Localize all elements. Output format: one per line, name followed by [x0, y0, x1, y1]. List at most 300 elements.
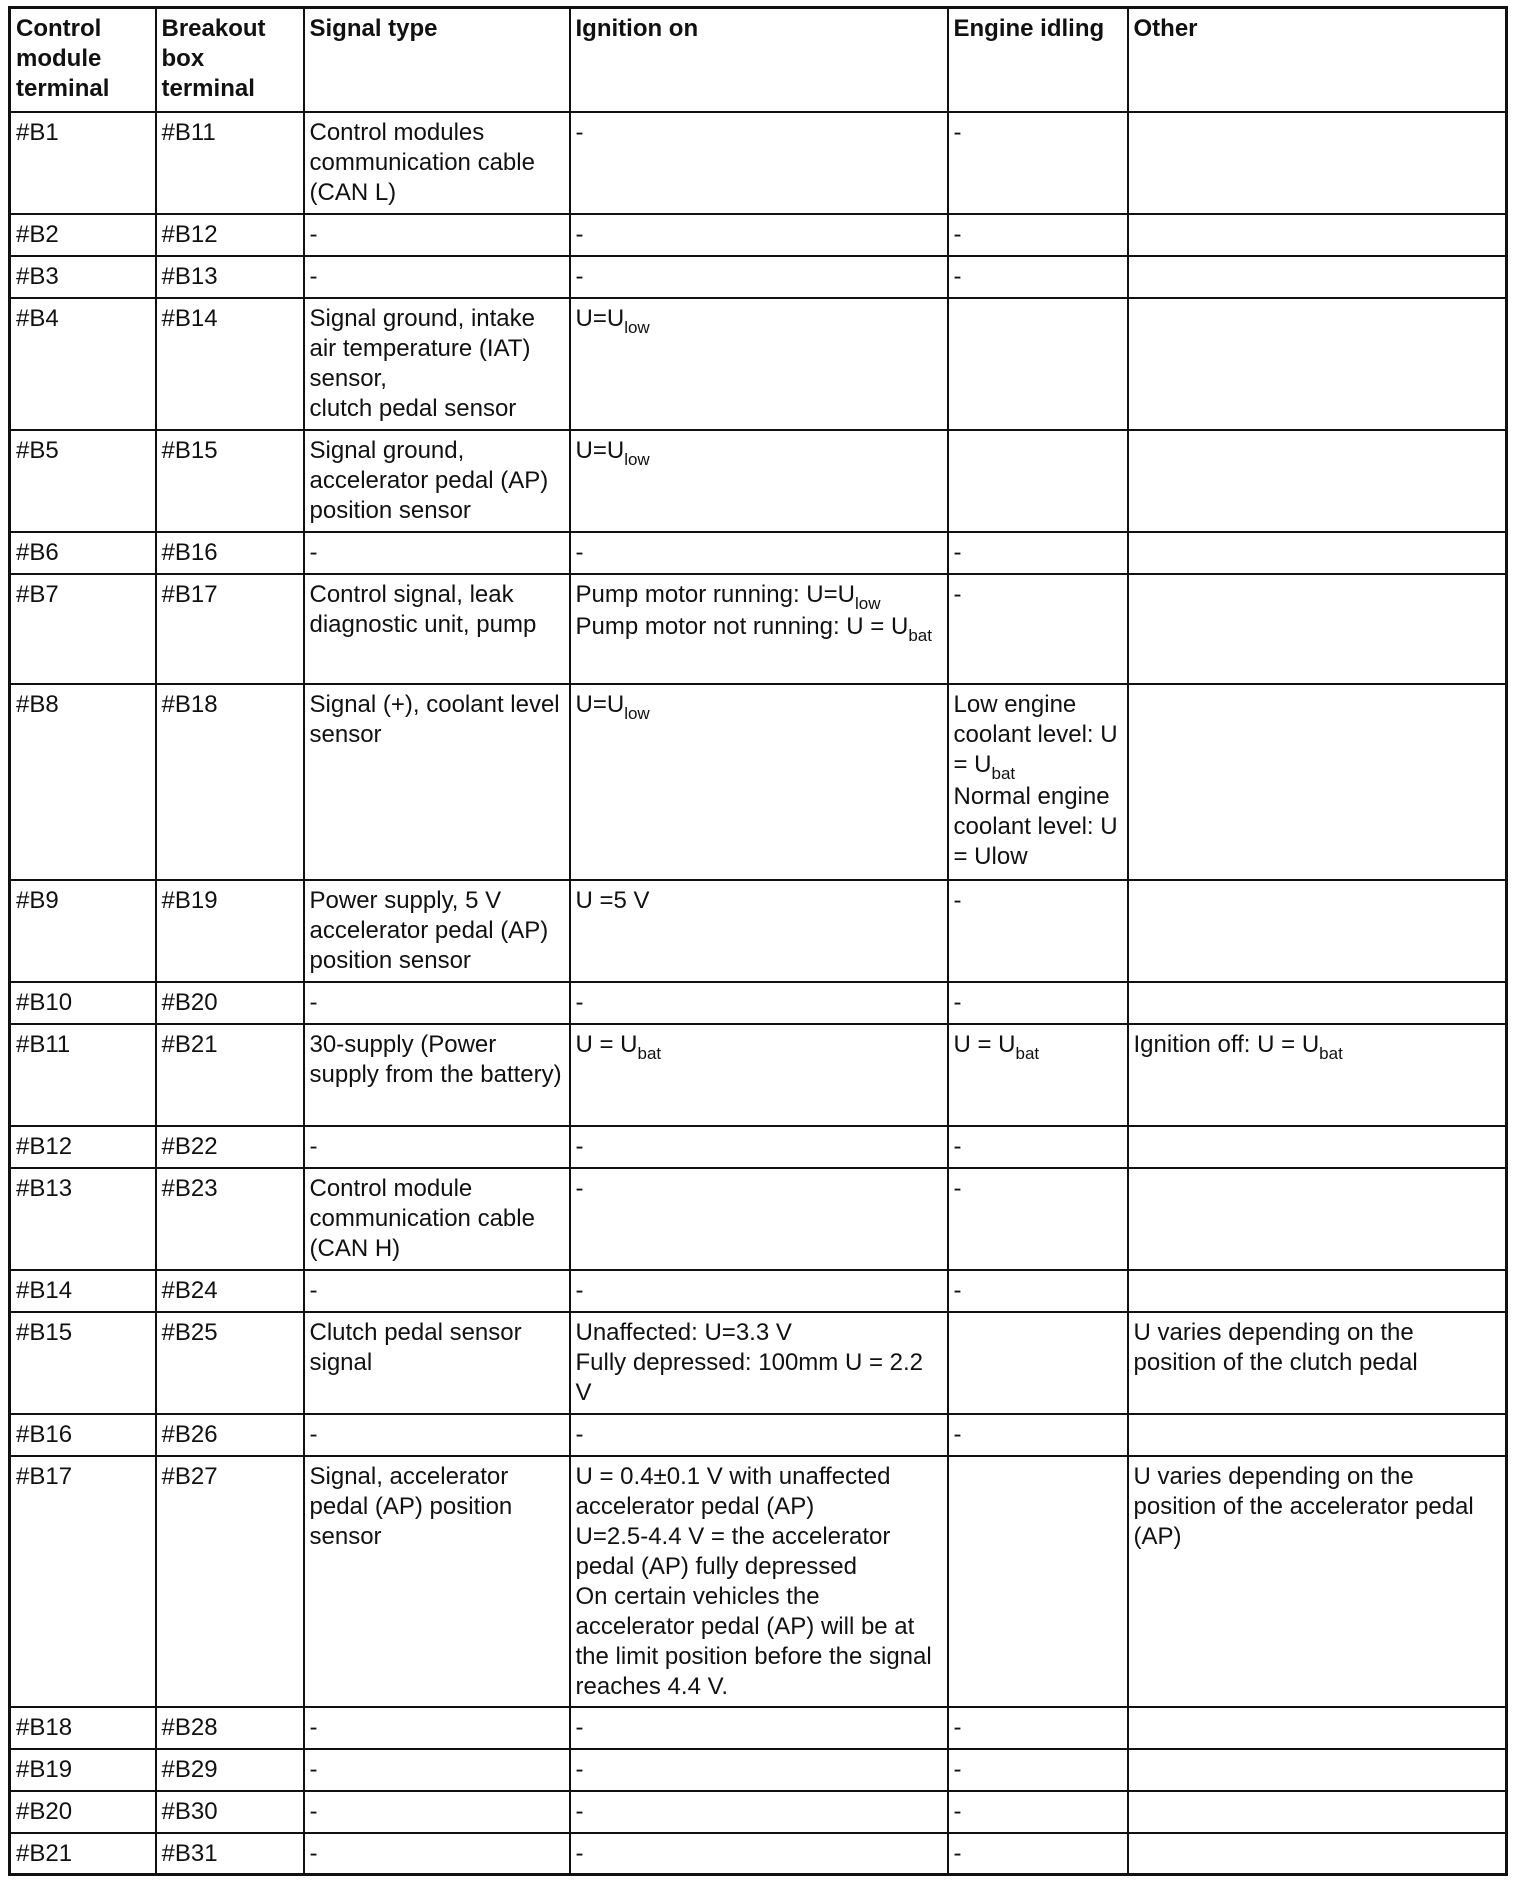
cell-other [1128, 532, 1507, 574]
cell-control-module-terminal-text: #B9 [16, 886, 59, 914]
cell-breakout-box-terminal [156, 112, 304, 214]
cell-engine-idling [948, 1168, 1128, 1270]
cell-signal-type [304, 532, 570, 574]
cell-signal-type-text: 30-supply (Power supply from the battery) [309, 1030, 562, 1088]
cell-breakout-box-terminal [156, 1168, 304, 1270]
terminal-table [8, 6, 1508, 1876]
cell-signal-type [304, 256, 570, 298]
table-body [10, 112, 1507, 1875]
cell-line [954, 1755, 1122, 1785]
cell-signal-type [304, 1126, 570, 1168]
cell-signal-type-text: - [309, 988, 318, 1016]
cell-engine-idling [948, 256, 1128, 298]
cell-ignition-on [570, 982, 948, 1024]
cell-control-module-terminal-text: #B15 [16, 1318, 73, 1346]
cell-other [1128, 298, 1507, 430]
cell-ignition-on [570, 1024, 948, 1126]
cell-line [954, 1839, 1122, 1869]
cell-line-text: - [953, 1132, 962, 1160]
cell-line [576, 612, 942, 644]
cell-other [1128, 880, 1507, 982]
cell-engine-idling [948, 1707, 1128, 1749]
cell-control-module-terminal [10, 430, 156, 532]
cell-control-module-terminal [10, 574, 156, 684]
cell-breakout-box-terminal-text: #B31 [161, 1839, 218, 1867]
cell-breakout-box-terminal [156, 298, 304, 430]
cell-line-text: - [953, 1276, 962, 1304]
cell-control-module-terminal [10, 1024, 156, 1126]
cell-line [954, 1713, 1122, 1743]
cell-line-text: - [575, 220, 584, 248]
cell-signal-type [304, 684, 570, 880]
table-row [10, 684, 1507, 880]
cell-line-text: U =5 V [575, 886, 650, 914]
cell-signal-type [304, 1791, 570, 1833]
cell-breakout-box-terminal [156, 684, 304, 880]
cell-line-text: - [953, 1174, 962, 1202]
cell-line-text: - [953, 220, 962, 248]
cell-control-module-terminal-text: #B11 [16, 1030, 71, 1058]
cell-line [576, 1713, 942, 1743]
cell-signal-type [304, 1270, 570, 1312]
cell-line [576, 538, 942, 568]
cell-line-text: U = U [575, 1030, 638, 1058]
cell-signal-type [304, 574, 570, 684]
cell-breakout-box-terminal-text: #B23 [161, 1174, 218, 1202]
table-row [10, 214, 1507, 256]
cell-other [1128, 1312, 1507, 1414]
cell-line-text: - [575, 1713, 584, 1741]
cell-signal-type-text: - [309, 262, 318, 290]
cell-line [576, 988, 942, 1018]
cell-control-module-terminal-text: #B20 [16, 1797, 73, 1825]
cell-other [1128, 1126, 1507, 1168]
cell-control-module-terminal [10, 298, 156, 430]
cell-ignition-on [570, 1456, 948, 1707]
header-engine-idling: Engine idling [948, 8, 1128, 112]
cell-control-module-terminal-text: #B14 [16, 1276, 73, 1304]
cell-other [1128, 1707, 1507, 1749]
cell-control-module-terminal [10, 1414, 156, 1456]
table-row [10, 574, 1507, 684]
cell-signal-type [304, 1749, 570, 1791]
cell-engine-idling [948, 298, 1128, 430]
cell-line [576, 580, 942, 612]
subscript-text: low [624, 703, 650, 723]
cell-breakout-box-terminal [156, 1312, 304, 1414]
table-row [10, 430, 1507, 532]
cell-breakout-box-terminal [156, 214, 304, 256]
cell-line-text: - [575, 1755, 584, 1783]
cell-breakout-box-terminal [156, 256, 304, 298]
table-row [10, 982, 1507, 1024]
cell-line-text: - [953, 1713, 962, 1741]
subscript-text: bat [908, 625, 932, 645]
cell-line-text: U=U [575, 436, 625, 464]
cell-breakout-box-terminal [156, 1749, 304, 1791]
cell-signal-type [304, 1707, 570, 1749]
cell-line [1134, 1030, 1501, 1062]
table-row [10, 1791, 1507, 1833]
cell-control-module-terminal [10, 1749, 156, 1791]
cell-control-module-terminal [10, 1126, 156, 1168]
cell-control-module-terminal [10, 880, 156, 982]
header-signal-type: Signal type [304, 8, 570, 112]
cell-line-text: - [575, 262, 584, 290]
cell-breakout-box-terminal [156, 574, 304, 684]
cell-signal-type-text: Control signal, leak diagnostic unit, pump [309, 580, 537, 638]
subscript-text: low [624, 317, 650, 337]
header-control-module-terminal: Control module terminal [10, 8, 156, 112]
cell-line [954, 580, 1122, 610]
cell-ignition-on [570, 1707, 948, 1749]
cell-line [576, 1348, 942, 1408]
cell-line [1134, 1318, 1501, 1378]
cell-control-module-terminal-text: #B8 [16, 690, 59, 718]
cell-breakout-box-terminal-text: #B22 [161, 1132, 218, 1160]
cell-other [1128, 430, 1507, 532]
cell-breakout-box-terminal [156, 1456, 304, 1707]
cell-line [576, 690, 942, 722]
cell-control-module-terminal [10, 1707, 156, 1749]
cell-control-module-terminal [10, 1168, 156, 1270]
cell-breakout-box-terminal [156, 1024, 304, 1126]
table-row [10, 1749, 1507, 1791]
cell-breakout-box-terminal [156, 1414, 304, 1456]
cell-control-module-terminal [10, 1270, 156, 1312]
cell-breakout-box-terminal-text: #B26 [161, 1420, 218, 1448]
cell-line-text: - [575, 1797, 584, 1825]
cell-signal-type [304, 298, 570, 430]
cell-line [954, 782, 1122, 872]
cell-signal-type [304, 112, 570, 214]
cell-other [1128, 1749, 1507, 1791]
table-header [10, 8, 1507, 112]
cell-breakout-box-terminal [156, 1791, 304, 1833]
cell-line [954, 886, 1122, 916]
cell-signal-type [304, 1833, 570, 1875]
cell-engine-idling [948, 574, 1128, 684]
cell-line-text: - [953, 538, 962, 566]
cell-line-text: - [575, 988, 584, 1016]
cell-line [576, 220, 942, 250]
cell-breakout-box-terminal-text: #B20 [161, 988, 218, 1016]
cell-ignition-on [570, 880, 948, 982]
cell-line-text: Ignition off: U = U [1133, 1030, 1320, 1058]
cell-other [1128, 112, 1507, 214]
header-breakout-box-terminal: Breakout box terminal [156, 8, 304, 112]
cell-line-text: U=U [575, 690, 625, 718]
cell-signal-type [304, 982, 570, 1024]
cell-line-text: - [953, 1420, 962, 1448]
table-row [10, 1414, 1507, 1456]
cell-control-module-terminal [10, 256, 156, 298]
cell-line [576, 1276, 942, 1306]
cell-breakout-box-terminal-text: #B12 [161, 220, 218, 248]
cell-line-text: U varies depending on the position of the accelerator pedal (AP) [1133, 1462, 1474, 1550]
cell-engine-idling [948, 1414, 1128, 1456]
table-row [10, 112, 1507, 214]
cell-breakout-box-terminal-text: #B15 [161, 436, 218, 464]
cell-line [576, 1420, 942, 1450]
cell-breakout-box-terminal-text: #B16 [161, 538, 218, 566]
cell-ignition-on [570, 1833, 948, 1875]
cell-breakout-box-terminal-text: #B21 [161, 1030, 218, 1058]
cell-signal-type-text: Clutch pedal sensor signal [309, 1318, 522, 1376]
table-row [10, 1833, 1507, 1875]
cell-line-text: - [575, 1420, 584, 1448]
cell-control-module-terminal [10, 1833, 156, 1875]
cell-signal-type [304, 1024, 570, 1126]
cell-ignition-on [570, 1168, 948, 1270]
cell-signal-type-text: - [309, 1755, 318, 1783]
cell-signal-type-text: - [309, 538, 318, 566]
cell-breakout-box-terminal [156, 880, 304, 982]
cell-ignition-on [570, 1270, 948, 1312]
cell-control-module-terminal [10, 1791, 156, 1833]
cell-line [1134, 1462, 1501, 1552]
cell-line-text: U = 0.4±0.1 V with unaffected accelerator pedal (AP) [575, 1462, 891, 1520]
cell-control-module-terminal-text: #B18 [16, 1713, 73, 1741]
cell-line [954, 1174, 1122, 1204]
cell-breakout-box-terminal [156, 430, 304, 532]
cell-control-module-terminal-text: #B2 [16, 220, 59, 248]
table-row [10, 256, 1507, 298]
cell-line [954, 1132, 1122, 1162]
cell-breakout-box-terminal-text: #B28 [161, 1713, 218, 1741]
cell-line [576, 1132, 942, 1162]
cell-control-module-terminal-text: #B4 [16, 304, 59, 332]
cell-other [1128, 256, 1507, 298]
cell-line [954, 220, 1122, 250]
cell-line-text: On certain vehicles the accelerator pedal (AP) will be at the limit position before the signal reaches 4.4 V. [575, 1582, 932, 1700]
table-row [10, 1168, 1507, 1270]
cell-line-text: Pump motor running: U=U [575, 580, 855, 608]
table-row [10, 1312, 1507, 1414]
subscript-text: bat [991, 763, 1016, 783]
header-other: Other [1128, 8, 1507, 112]
cell-engine-idling [948, 1456, 1128, 1707]
cell-signal-type-text: - [309, 1276, 318, 1304]
cell-line [954, 988, 1122, 1018]
cell-control-module-terminal [10, 1456, 156, 1707]
cell-other [1128, 1456, 1507, 1707]
cell-signal-type-text: - [309, 1797, 318, 1825]
cell-breakout-box-terminal [156, 1707, 304, 1749]
cell-line [576, 1755, 942, 1785]
cell-signal-type [304, 1456, 570, 1707]
cell-ignition-on [570, 1312, 948, 1414]
cell-breakout-box-terminal [156, 532, 304, 574]
cell-line-text: U varies depending on the position of the clutch pedal [1133, 1318, 1418, 1376]
table-row [10, 1270, 1507, 1312]
cell-ignition-on [570, 256, 948, 298]
cell-signal-type-text: Signal, accelerator pedal (AP) position sensor [309, 1462, 513, 1550]
cell-breakout-box-terminal-text: #B14 [161, 304, 218, 332]
cell-line-text: - [953, 262, 962, 290]
cell-line [954, 1030, 1122, 1062]
cell-signal-type [304, 430, 570, 532]
cell-line [576, 436, 942, 468]
cell-breakout-box-terminal-text: #B25 [161, 1318, 218, 1346]
cell-ignition-on [570, 684, 948, 880]
cell-engine-idling [948, 430, 1128, 532]
cell-line [954, 1797, 1122, 1827]
cell-control-module-terminal-text: #B17 [16, 1462, 73, 1490]
cell-engine-idling [948, 1749, 1128, 1791]
cell-breakout-box-terminal-text: #B27 [161, 1462, 218, 1490]
cell-breakout-box-terminal-text: #B29 [161, 1755, 218, 1783]
cell-control-module-terminal [10, 214, 156, 256]
table-row [10, 1024, 1507, 1126]
cell-control-module-terminal [10, 1312, 156, 1414]
cell-control-module-terminal-text: #B6 [16, 538, 59, 566]
cell-other [1128, 982, 1507, 1024]
cell-other [1128, 1270, 1507, 1312]
subscript-text: bat [1015, 1043, 1040, 1063]
cell-engine-idling [948, 1833, 1128, 1875]
cell-ignition-on [570, 430, 948, 532]
cell-other [1128, 574, 1507, 684]
cell-engine-idling [948, 1270, 1128, 1312]
cell-engine-idling [948, 532, 1128, 574]
cell-line-text: - [575, 118, 584, 146]
cell-ignition-on [570, 1749, 948, 1791]
cell-control-module-terminal-text: #B13 [16, 1174, 73, 1202]
cell-line-text: U=U [575, 304, 625, 332]
cell-line-text: Unaffected: U=3.3 V [575, 1318, 792, 1346]
cell-control-module-terminal-text: #B21 [16, 1839, 73, 1867]
cell-line-text: - [575, 1132, 584, 1160]
cell-control-module-terminal-text: #B3 [16, 262, 59, 290]
cell-ignition-on [570, 574, 948, 684]
cell-control-module-terminal-text: #B12 [16, 1132, 73, 1160]
cell-other [1128, 1168, 1507, 1270]
cell-other [1128, 214, 1507, 256]
cell-engine-idling [948, 1312, 1128, 1414]
table-row [10, 1707, 1507, 1749]
cell-line [954, 118, 1122, 148]
cell-ignition-on [570, 1414, 948, 1456]
cell-signal-type [304, 880, 570, 982]
cell-signal-type [304, 1414, 570, 1456]
cell-signal-type [304, 1168, 570, 1270]
cell-engine-idling [948, 1791, 1128, 1833]
cell-other [1128, 1024, 1507, 1126]
cell-other [1128, 1414, 1507, 1456]
cell-line-text: - [575, 1174, 584, 1202]
cell-line-text: U = U [953, 1030, 1016, 1058]
cell-breakout-box-terminal-text: #B18 [161, 690, 218, 718]
cell-ignition-on [570, 532, 948, 574]
cell-signal-type-text: Control modules communication cable (CAN L) [309, 118, 535, 206]
cell-ignition-on [570, 214, 948, 256]
cell-line-text: - [953, 1839, 962, 1867]
cell-engine-idling [948, 1126, 1128, 1168]
cell-control-module-terminal-text: #B19 [16, 1755, 73, 1783]
cell-ignition-on [570, 1126, 948, 1168]
cell-line [576, 1582, 942, 1702]
cell-line-text: - [953, 1755, 962, 1783]
cell-line [576, 1462, 942, 1522]
cell-ignition-on [570, 112, 948, 214]
cell-control-module-terminal [10, 684, 156, 880]
cell-line [576, 118, 942, 148]
cell-signal-type [304, 214, 570, 256]
cell-control-module-terminal-text: #B10 [16, 988, 73, 1016]
cell-signal-type-text: - [309, 1713, 318, 1741]
cell-signal-type-text: Signal ground, accelerator pedal (AP) position sensor [309, 436, 549, 524]
cell-control-module-terminal-text: #B16 [16, 1420, 73, 1448]
subscript-text: low [854, 593, 881, 613]
cell-control-module-terminal [10, 112, 156, 214]
cell-breakout-box-terminal-text: #B24 [161, 1276, 218, 1304]
subscript-text: bat [1319, 1043, 1343, 1063]
cell-line [954, 538, 1122, 568]
cell-line-text: Low engine coolant level: U = U [953, 690, 1118, 778]
cell-engine-idling [948, 880, 1128, 982]
cell-breakout-box-terminal-text: #B13 [161, 262, 218, 290]
cell-signal-type-text: - [309, 1839, 318, 1867]
cell-line [576, 1839, 942, 1869]
cell-signal-type-text: Power supply, 5 V accelerator pedal (AP) position sensor [309, 886, 549, 974]
table-row [10, 880, 1507, 982]
cell-line-text: - [575, 1839, 584, 1867]
cell-other [1128, 1791, 1507, 1833]
cell-line-text: - [953, 988, 962, 1016]
cell-engine-idling [948, 1024, 1128, 1126]
cell-control-module-terminal-text: #B1 [16, 118, 59, 146]
cell-control-module-terminal [10, 982, 156, 1024]
cell-signal-type-text: Signal ground, intake air temperature (IAT) sensor, clutch pedal sensor [309, 304, 535, 422]
cell-line-text: Normal engine coolant level: U = Ulow [953, 782, 1118, 870]
cell-signal-type-text: - [309, 1132, 318, 1160]
cell-engine-idling [948, 982, 1128, 1024]
cell-line-text: - [575, 1276, 584, 1304]
cell-line-text: Pump motor not running: U = U [575, 612, 909, 640]
cell-signal-type-text: Signal (+), coolant level sensor [309, 690, 560, 748]
cell-line-text: Fully depressed: 100mm U = 2.2 V [575, 1348, 923, 1406]
subscript-text: low [624, 449, 650, 469]
cell-line [576, 304, 942, 336]
cell-engine-idling [948, 684, 1128, 880]
cell-line-text: - [953, 1797, 962, 1825]
cell-signal-type-text: - [309, 1420, 318, 1448]
cell-line-text: - [575, 538, 584, 566]
cell-other [1128, 684, 1507, 880]
cell-line [576, 1318, 942, 1348]
cell-breakout-box-terminal [156, 982, 304, 1024]
subscript-text: bat [637, 1043, 662, 1063]
cell-control-module-terminal-text: #B7 [16, 580, 59, 608]
cell-breakout-box-terminal [156, 1833, 304, 1875]
cell-line [576, 1797, 942, 1827]
cell-ignition-on [570, 1791, 948, 1833]
header-row [10, 8, 1507, 112]
cell-signal-type-text: Control module communication cable (CAN H) [309, 1174, 535, 1262]
table-row [10, 298, 1507, 430]
cell-breakout-box-terminal-text: #B17 [161, 580, 218, 608]
cell-line-text: - [953, 580, 962, 608]
table-row [10, 1126, 1507, 1168]
cell-other [1128, 1833, 1507, 1875]
cell-line [954, 690, 1122, 782]
cell-engine-idling [948, 112, 1128, 214]
cell-line [576, 886, 942, 916]
cell-breakout-box-terminal [156, 1126, 304, 1168]
cell-ignition-on [570, 298, 948, 430]
table-row [10, 1456, 1507, 1707]
